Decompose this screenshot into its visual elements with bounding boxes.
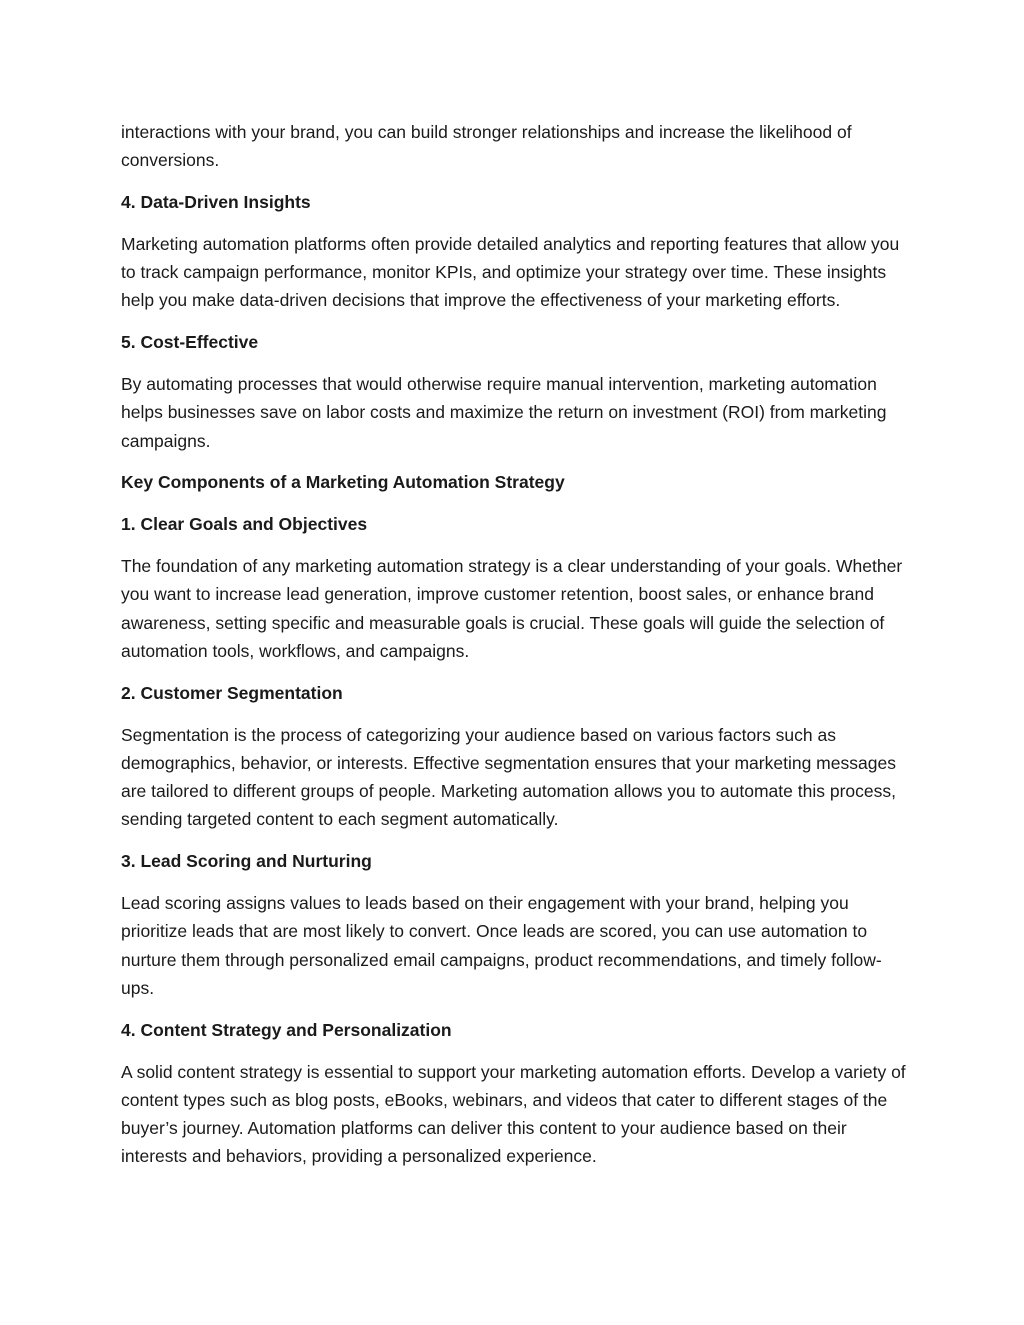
paragraph-lead-scoring: Lead scoring assigns values to leads based on their engagement with your brand, helping you prioritize leads that are most likely to convert. Once leads are scored, you can use automation to nurture them through personalized email campaigns, product recommendations, and timely follow-ups. xyxy=(121,893,882,998)
paragraph-data-driven-insights: Marketing automation platforms often provide detailed analytics and reporting features that allow you to track campaign performance, monitor KPIs, and optimize your strategy over time. These insights help you make data-driven decisions that improve the effectiveness of your marketing efforts. xyxy=(121,233,900,311)
paragraph-clear-goals: The foundation of any marketing automation strategy is a clear understanding of your goals. Whether you want to increase lead generation, improve customer retention, boost sales, or enhance brand awareness, setting specific and measurable goals is crucial. These goals will guide the selection of automation tools, workflows, and campaigns. xyxy=(121,556,903,661)
heading-lead-scoring: 3. Lead Scoring and Nurturing xyxy=(121,851,372,872)
paragraph-content-strategy: A solid content strategy is essential to support your marketing automation efforts. Develop a variety of content types such as blog posts, eBooks, webinars, and videos that cater to different stages of the buyer’s journey. Automation platforms can deliver this content to your audience based on their interests and behaviors, providing a personalized experience. xyxy=(121,1061,906,1167)
paragraph-customer-segmentation: Segmentation is the process of categorizing your audience based on various factors such as demographics, behavior, or interests. Effective segmentation ensures that your marketing messages are tailored to different groups of people. Marketing automation allows you to automate this process, sending targeted content to each segment automatically. xyxy=(121,724,896,830)
heading-clear-goals: 1. Clear Goals and Objectives xyxy=(121,514,368,535)
heading-key-components: Key Components of a Marketing Automation Strategy xyxy=(121,472,565,493)
document-page xyxy=(121,118,906,1184)
heading-data-driven-insights: 4. Data-Driven Insights xyxy=(121,192,311,213)
heading-cost-effective: 5. Cost-Effective xyxy=(121,332,259,353)
paragraph-cost-effective: By automating processes that would otherwise require manual intervention, marketing automation helps businesses save on labor costs and maximize the return on investment (ROI) from marketing campaigns. xyxy=(121,374,887,451)
heading-customer-segmentation: 2. Customer Segmentation xyxy=(121,682,343,703)
paragraph-conversions: interactions with your brand, you can build stronger relationships and increase the likelihood of conversions. xyxy=(121,122,852,171)
heading-content-strategy: 4. Content Strategy and Personalization xyxy=(121,1019,452,1040)
